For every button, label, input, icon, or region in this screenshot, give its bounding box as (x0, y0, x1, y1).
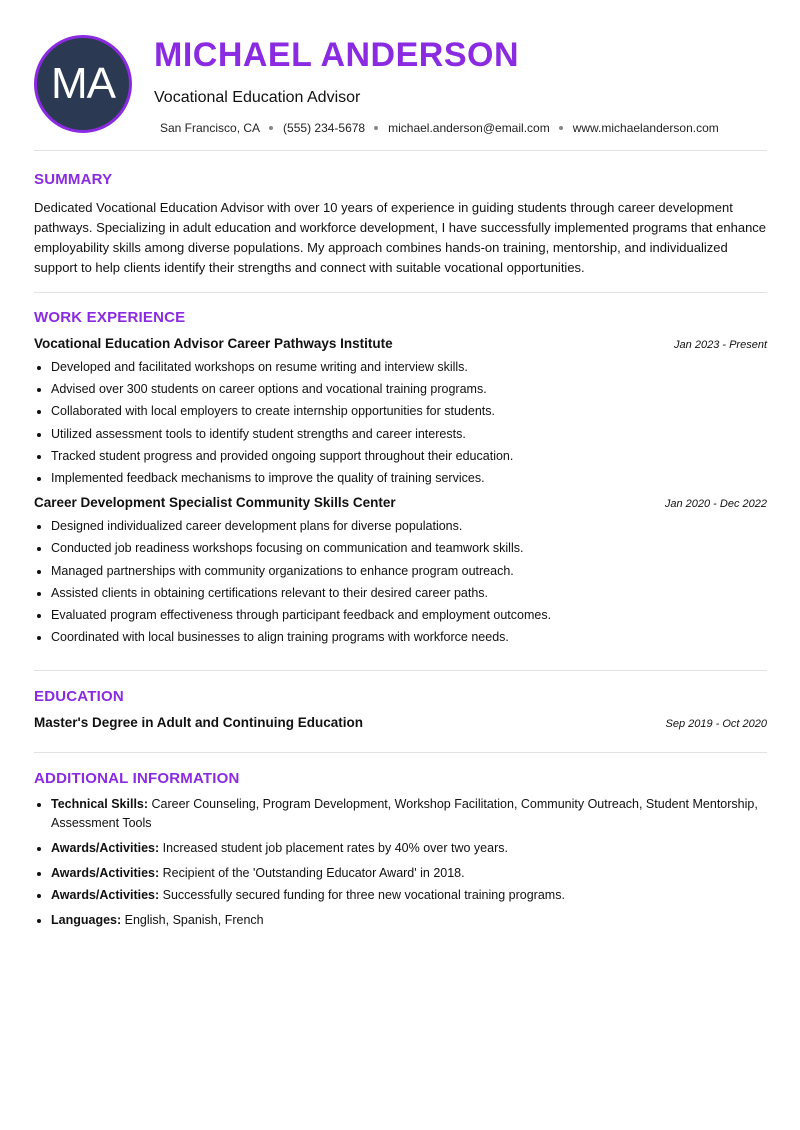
summary-text: Dedicated Vocational Education Advisor with over 10 years of experience in guiding students through career development pathways. Specializing in adult education and workforce development, I have successfully implemented programs that enhance employability skills among diverse populations. My approach combines hands-on training, mentorship, and individualized support to help clients identify their strengths and connect with suitable vocational opportunities. (34, 200, 767, 275)
additional-info-list (34, 795, 767, 930)
candidate-name: MICHAEL ANDERSON (154, 36, 520, 74)
resume-header (34, 0, 767, 150)
contact-website[interactable]: www.michaelanderson.com (572, 121, 719, 135)
job-bullet: • Designed individualized career development plans for diverse populations. (51, 515, 767, 537)
education-dates: Sep 2019 - Oct 2020 (665, 718, 767, 731)
section-heading-education: EDUCATION (34, 688, 124, 706)
job-bullet: • Utilized assessment tools to identify student strengths and career interests. (51, 423, 767, 445)
job-header (34, 495, 767, 510)
section-heading-additional-information: ADDITIONAL INFORMATION (34, 770, 240, 788)
avatar (34, 35, 132, 133)
resume-page (34, 0, 767, 936)
info-label: Languages: (51, 913, 122, 928)
job-header (34, 336, 767, 351)
info-item (51, 864, 767, 883)
info-label: Awards/Activities: (51, 866, 160, 881)
contact-location: San Francisco, CA (160, 121, 261, 135)
info-text: Career Counseling, Program Development, Workshop Facilitation, Community Outreach, Student Mentorship, Assessment Tools (51, 797, 758, 831)
avatar-initials: MA (51, 59, 115, 108)
info-item (51, 795, 767, 833)
job-bullet: • Developed and facilitated workshops on resume writing and interview skills. (51, 356, 767, 378)
info-text: Recipient of the 'Outstanding Educator Award' in 2018. (162, 866, 465, 881)
info-label: Awards/Activities: (51, 888, 160, 903)
info-label: Technical Skills: (51, 797, 149, 812)
separator-dot (559, 126, 563, 130)
info-text: Successfully secured funding for three new vocational training programs. (162, 888, 565, 903)
section-heading-work-experience: WORK EXPERIENCE (34, 309, 186, 326)
info-text: Increased student job placement rates by 40% over two years. (162, 841, 508, 856)
job-dates: Jan 2023 - Present (674, 339, 767, 351)
education-section (34, 671, 767, 752)
info-label: Awards/Activities: (51, 841, 160, 856)
job-role: Vocational Education Advisor Career Pathways Institute (34, 336, 393, 351)
contact-phone: (555) 234-5678 (283, 121, 366, 135)
separator-dot (374, 126, 378, 130)
job-bullet: • Advised over 300 students on career options and vocational training programs. (51, 378, 767, 400)
info-text: English, Spanish, French (124, 913, 264, 928)
summary-section (34, 151, 767, 292)
job-bullets (34, 515, 767, 648)
job-bullet: • Evaluated program effectiveness through participant feedback and employment outcomes. (51, 604, 767, 626)
candidate-title: Vocational Education Advisor (154, 89, 361, 106)
job-bullet: • Coordinated with local businesses to align training programs with workforce needs. (51, 626, 767, 648)
job-bullet: • Implemented feedback mechanisms to improve the quality of training services. (51, 467, 767, 489)
job-role: Career Development Specialist Community Skills Center (34, 495, 396, 511)
info-item (51, 911, 767, 930)
additional-info-section (34, 753, 767, 930)
education-entry (34, 715, 767, 730)
work-experience-section (34, 293, 767, 670)
job-entry (34, 336, 767, 489)
contact-line (160, 121, 719, 135)
education-degree: Master's Degree in Adult and Continuing Education (34, 715, 363, 731)
job-entry (34, 495, 767, 648)
section-heading-summary: SUMMARY (34, 171, 113, 188)
info-item (51, 839, 767, 858)
job-bullet: • Conducted job readiness workshops focusing on communication and teamwork skills. (51, 537, 767, 559)
job-dates: Jan 2020 - Dec 2022 (664, 498, 767, 511)
separator-dot (269, 126, 273, 130)
info-item (51, 886, 767, 905)
job-bullet: • Managed partnerships with community organizations to enhance program outreach. (51, 560, 767, 582)
job-bullet: • Assisted clients in obtaining certifications relevant to their desired career paths. (51, 582, 767, 604)
job-bullet: • Tracked student progress and provided ongoing support throughout their education. (51, 445, 767, 467)
job-bullets (34, 356, 767, 489)
contact-email[interactable]: michael.anderson@email.com (388, 121, 550, 135)
job-bullet: • Collaborated with local employers to create internship opportunities for students. (51, 400, 767, 422)
